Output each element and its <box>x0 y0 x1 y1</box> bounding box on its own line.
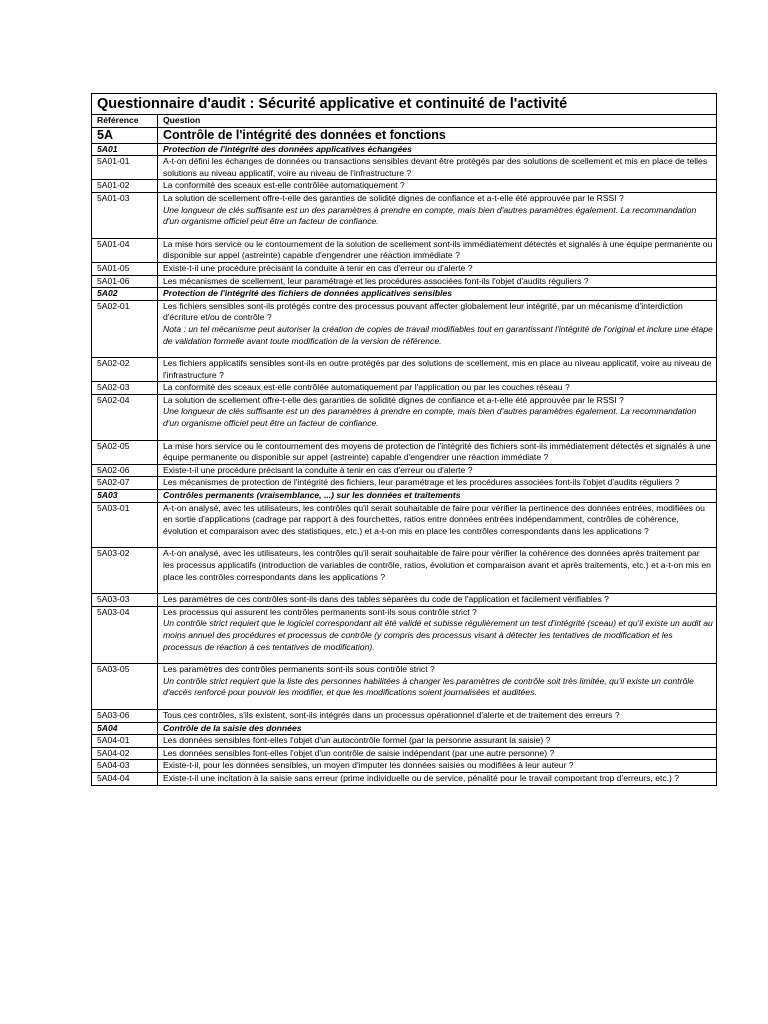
question-text: Existe-t-il, pour les données sensibles, un moyen d'imputer les données saisies ou modifiées à leur auteur ? <box>163 760 574 771</box>
question-row <box>92 502 717 548</box>
question-text: Les paramètres de ces contrôles sont-ils dans des tables séparées du code de l'application et facilement vérifiables ? <box>163 594 609 605</box>
question-text: Existe-t-il une incitation à la saisie sans erreur (prime individuelle ou de service, pénalité pour le travail comportant trop d'erreurs, etc.) ? <box>163 772 680 783</box>
reference-cell: 5A04-02 <box>92 747 158 760</box>
question-cell <box>158 382 717 395</box>
question-row <box>92 747 717 760</box>
question-cell <box>158 664 717 710</box>
reference-cell: 5A02-07 <box>92 477 158 490</box>
question-text: Les données sensibles font-elles l'objet d'un autocontrôle formel (par la personne assurant la saisie) ? <box>163 735 551 746</box>
question-cell <box>158 772 717 785</box>
question-text: Les fichiers sensibles sont-ils protégés contre des processus pouvant affecter globalement leur intégrité, par un mécanisme d'interdiction d'écriture et/ou de contrôle ? <box>163 300 683 323</box>
question-row <box>92 664 717 710</box>
question-text: La mise hors service ou le contournement de la solution de scellement sont-ils immédiatement détectés et signalés à une équipe permanente ou disponible sur appel (astreinte) capable d'engendrer une réaction immédiate ? <box>163 238 713 261</box>
document-title: Questionnaire d'audit : Sécurité applicative et continuité de l'activité <box>92 94 717 115</box>
question-row <box>92 238 717 262</box>
question-row <box>92 156 717 180</box>
reference-cell: 5A02-02 <box>92 358 158 382</box>
question-cell <box>158 127 717 143</box>
question-text: Contrôle de l'intégrité des données et fonctions <box>163 127 446 142</box>
question-cell <box>158 490 717 503</box>
question-cell <box>158 464 717 477</box>
reference-cell: 5A04-03 <box>92 760 158 773</box>
column-header-row <box>92 115 717 128</box>
subsection-row <box>92 722 717 735</box>
question-text: La solution de scellement offre-t-elle des garanties de solidité dignes de confiance et a-t-elle été approuvée par le RSSI ? <box>163 394 624 405</box>
reference-cell: 5A01-06 <box>92 275 158 288</box>
subsection-row <box>92 288 717 301</box>
question-cell <box>158 300 717 357</box>
subsection-row <box>92 143 717 156</box>
question-text: Les fichiers applicatifs sensibles sont-ils en outre protégés par des solutions de scellement, mis en place au niveau applicatif, voire au niveau de l'infrastructure ? <box>163 358 712 380</box>
question-text: Contrôle de la saisie des données <box>163 722 302 733</box>
question-row <box>92 735 717 748</box>
question-cell <box>158 747 717 760</box>
question-text: Contrôles permanents (vraisemblance, ...) sur les données et traitements <box>163 490 461 501</box>
question-text: Protection de l'intégrité des données applicatives échangées <box>163 143 412 154</box>
question-text: Les processus qui assurent les contrôles permanents sont-ils sous contrôle strict ? <box>163 606 477 617</box>
question-cell <box>158 440 717 464</box>
reference-cell: 5A01-04 <box>92 238 158 262</box>
question-row <box>92 772 717 785</box>
question-text: Tous ces contrôles, s'ils existent, sont-ils intégrés dans un processus opérationnel d'alerte et de traitement des erreurs ? <box>163 709 620 720</box>
question-cell <box>158 275 717 288</box>
reference-cell: 5A01-01 <box>92 156 158 180</box>
reference-cell: 5A02 <box>92 288 158 301</box>
question-cell <box>158 156 717 180</box>
question-text: A-t-on analysé, avec les utilisateurs, les contrôles qu'il serait souhaitable de faire pour vérifier la cohérence des données après traitement par les processus applicatifs (introduction de variables de contrôle, ratios, évolution et comparaison avant et après traitements, etc.) et a-t-on mis en place les contrôles correspondants dans les applications ? <box>163 548 711 582</box>
reference-cell: 5A03-05 <box>92 664 158 710</box>
question-text: Les mécanismes de protection de l'intégrité des fichiers, leur paramétrage et les procédures associées font-ils l'objet d'audits réguliers ? <box>163 477 680 488</box>
question-row <box>92 440 717 464</box>
reference-cell: 5A01-03 <box>92 192 158 238</box>
reference-cell: 5A02-04 <box>92 394 158 440</box>
question-text: La mise hors service ou le contournement des moyens de protection de l'intégrité des fichiers sont-ils immédiatement détectés et signalés à une équipe permanente ou disponible sur appel (astreinte) capable d'engendrer une réaction immédiate ? <box>163 440 711 463</box>
reference-cell: 5A01-02 <box>92 180 158 193</box>
question-row <box>92 394 717 440</box>
reference-cell: 5A02-06 <box>92 464 158 477</box>
question-cell <box>158 192 717 238</box>
question-note: Nota : un tel mécanisme peut autoriser la création de copies de travail modifiables tout en garantissant l'intégrité de l'original et inclure une étape de validation formelle avant toute modification de la version de référence. <box>163 323 713 346</box>
question-text: Existe-t-il une procédure précisant la conduite à tenir en cas d'erreur ou d'alerte ? <box>163 262 473 273</box>
reference-cell: 5A03-03 <box>92 594 158 607</box>
reference-cell: 5A02-01 <box>92 300 158 357</box>
section-row <box>92 127 717 143</box>
subsection-row <box>92 490 717 503</box>
question-text: Les données sensibles font-elles l'objet d'un contrôle de saisie indépendant (par une autre personne) ? <box>163 747 555 758</box>
question-note: Un contrôle strict requiert que la liste des personnes habilitées à changer les paramètres de contrôle soit très limitée, qu'il existe un contrôle d'accès renforcé pour pouvoir les modifier, et que les modifications soient journalisées et auditées. <box>163 675 694 698</box>
question-cell <box>158 394 717 440</box>
reference-cell: 5A03-06 <box>92 709 158 722</box>
question-text: A-t-on défini les échanges de données ou transactions sensibles devant être protégés par des solutions de scellement et mis en place de telles solutions au niveau applicatif, voire au niveau de l'infrastructure ? <box>163 156 708 178</box>
reference-cell: 5A03-02 <box>92 548 158 594</box>
question-row <box>92 262 717 275</box>
reference-cell: 5A04-04 <box>92 772 158 785</box>
question-cell <box>158 709 717 722</box>
question-cell <box>158 606 717 663</box>
reference-cell: 5A03-01 <box>92 502 158 548</box>
reference-column-header: Référence <box>92 115 158 128</box>
question-cell <box>158 548 717 594</box>
question-row <box>92 760 717 773</box>
audit-questionnaire-table <box>91 93 717 786</box>
question-cell <box>158 722 717 735</box>
question-text: Les paramètres des contrôles permanents sont-ils sous contrôle strict ? <box>163 664 435 675</box>
question-cell <box>158 735 717 748</box>
reference-cell: 5A02-03 <box>92 382 158 395</box>
question-cell <box>158 502 717 548</box>
question-note: Une longueur de clés suffisante est un des paramètres à prendre en compte, mais bien d'autres paramètres également. La recommandation d'un organisme officiel peut être un facteur de confiance. <box>163 204 697 227</box>
reference-cell: 5A01-05 <box>92 262 158 275</box>
question-cell <box>158 594 717 607</box>
reference-cell: 5A <box>92 127 158 143</box>
question-cell <box>158 180 717 193</box>
question-text: Protection de l'intégrité des fichiers de données applicatives sensibles <box>163 288 453 299</box>
reference-cell: 5A04-01 <box>92 735 158 748</box>
question-note: Un contrôle strict requiert que le logiciel correspondant ait été validé et subisse régulièrement un test d'intégrité (sceau) et qu'il existe un audit au moins annuel des procédures et processus de contrôle (y compris des processus visant à détecter les tentatives de modification et les processus de réaction à ces tentatives de modification). <box>163 618 713 652</box>
question-row <box>92 709 717 722</box>
question-row <box>92 300 717 357</box>
title-row <box>92 94 717 115</box>
question-text: La conformité des sceaux est-elle contrôlée automatiquement par l'application ou par les couches réseau ? <box>163 382 570 393</box>
reference-cell: 5A04 <box>92 722 158 735</box>
question-row <box>92 358 717 382</box>
question-column-header: Question <box>158 115 717 128</box>
question-text: La conformité des sceaux est-elle contrôlée automatiquement ? <box>163 180 405 191</box>
question-cell <box>158 760 717 773</box>
question-row <box>92 464 717 477</box>
question-cell <box>158 358 717 382</box>
question-cell <box>158 477 717 490</box>
question-row <box>92 594 717 607</box>
reference-cell: 5A03 <box>92 490 158 503</box>
question-cell <box>158 238 717 262</box>
question-text: Les mécanismes de scellement, leur paramétrage et les procédures associées font-ils l'objet d'audits réguliers ? <box>163 275 589 286</box>
question-cell <box>158 143 717 156</box>
question-text: La solution de scellement offre-t-elle des garanties de solidité dignes de confiance et a-t-elle été approuvée par le RSSI ? <box>163 192 624 203</box>
question-row <box>92 548 717 594</box>
question-row <box>92 382 717 395</box>
question-row <box>92 192 717 238</box>
question-cell <box>158 262 717 275</box>
reference-cell: 5A01 <box>92 143 158 156</box>
question-row <box>92 180 717 193</box>
reference-cell: 5A03-04 <box>92 606 158 663</box>
question-cell <box>158 288 717 301</box>
question-row <box>92 606 717 663</box>
question-text: Existe-t-il une procédure précisant la conduite à tenir en cas d'erreur ou d'alerte ? <box>163 464 473 475</box>
reference-cell: 5A02-05 <box>92 440 158 464</box>
question-note: Une longueur de clés suffisante est un des paramètres à prendre en compte, mais bien d'autres paramètres également. La recommandation d'un organisme officiel peut être un facteur de confiance. <box>163 406 697 429</box>
question-text: A-t-on analysé, avec les utilisateurs, les contrôles qu'il serait souhaitable de faire pour vérifier la pertinence des données entrées, modifiées ou en sortie d'applications (cadrage par rapport à des fourchettes, ratios entre données entrées indépendamment, contrôles de cohérence, évolution et comparaison avec des statistiques, etc.) et a-t-on mis en place les contrôles correspondants dans les applications ? <box>163 502 705 536</box>
question-row <box>92 477 717 490</box>
question-row <box>92 275 717 288</box>
